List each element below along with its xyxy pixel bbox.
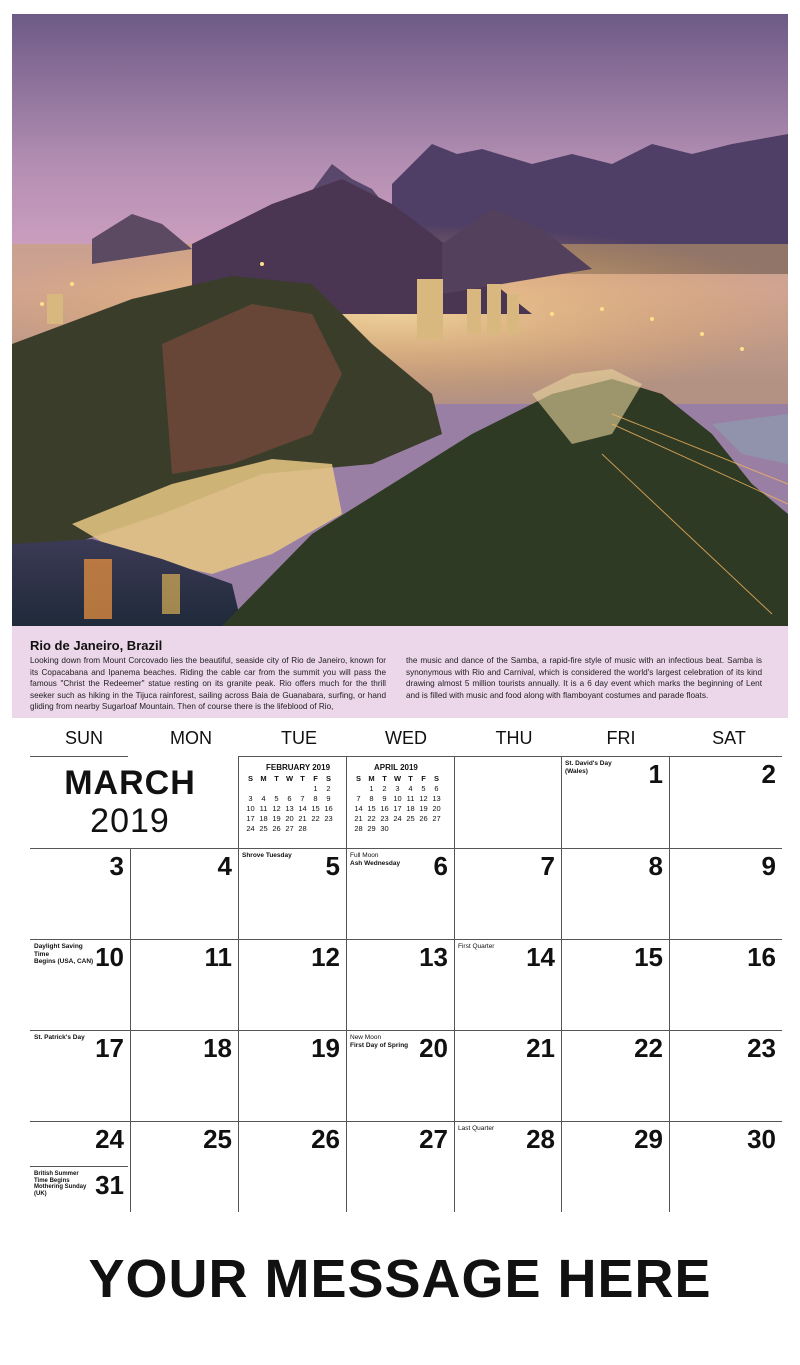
month-title: [30, 764, 230, 840]
mini-calendar-table: S M T W T F S 1 2 3 4 5 6 7 8 9 10 11 12 13 14 15 16 17 18 19 20 21 22 23 24 25 26 27 28 29 30: [354, 774, 441, 833]
photo-caption: [12, 626, 788, 718]
day-number: 27: [419, 1124, 448, 1154]
day-number: 11: [204, 942, 232, 972]
day-cell-26[interactable]: [238, 1121, 346, 1212]
caption-text-left: Looking down from Mount Corcovado lies the beautiful, seaside city of Rio de Janeiro, known for its Copacabana and Ipanema beaches. Riding the cable car from the summit you will pass the famous "Christ the Redeemer" statue resting on its granite peak. Rio offers much for the thrill seeker such as hiking in the Tijuca rainforest, sailing across Baia de Guanabara, surfing, or hand gliding from nearby Sugarloaf Mountain. Then of course there is the lifeblood of Rio,: [30, 656, 386, 712]
day-number: 29: [634, 1124, 663, 1154]
day-number: 9: [761, 851, 776, 881]
day-cell-29[interactable]: [561, 1121, 669, 1212]
day-cell-5[interactable]: [238, 848, 346, 939]
day-number: 13: [419, 942, 448, 972]
month-name: MARCH: [64, 764, 196, 802]
day-cell-31[interactable]: [30, 1167, 130, 1212]
day-number: 10: [95, 942, 124, 972]
month-year: 2019: [90, 802, 170, 840]
day-number: 7: [540, 851, 555, 881]
day-cell-3[interactable]: [30, 848, 130, 939]
day-number: 24: [95, 1124, 124, 1154]
day-number: 16: [747, 942, 776, 972]
day-cell-20[interactable]: [346, 1030, 454, 1121]
day-cell-6[interactable]: [346, 848, 454, 939]
day-cell-19[interactable]: [238, 1030, 346, 1121]
day-cell-27[interactable]: [346, 1121, 454, 1212]
day-number: 25: [203, 1124, 232, 1154]
day-cell-18[interactable]: [130, 1030, 238, 1121]
day-number: 23: [747, 1033, 776, 1063]
day-number: 3: [109, 851, 124, 881]
day-number: 4: [217, 851, 232, 881]
weekday-tue: TUE: [281, 728, 317, 748]
day-cell-9[interactable]: [669, 848, 782, 939]
day-note: Full Moon Ash Wednesday: [350, 852, 401, 867]
weekday-header-row: [30, 728, 782, 754]
day-number: 2: [761, 759, 776, 789]
day-cell-4[interactable]: [130, 848, 238, 939]
day-number: 19: [311, 1033, 340, 1063]
day-note: St. Patrick's Day: [34, 1034, 85, 1041]
day-cell-8[interactable]: [561, 848, 669, 939]
day-number: 8: [648, 851, 663, 881]
day-number: 26: [311, 1124, 340, 1154]
day-number: 6: [433, 851, 448, 881]
day-number: 22: [634, 1033, 663, 1063]
day-cell-14[interactable]: [454, 939, 561, 1030]
day-number: 30: [747, 1124, 776, 1154]
rio-night-photo: [12, 14, 788, 626]
mini-calendar-title: APRIL 2019: [374, 763, 418, 772]
day-number: 17: [95, 1033, 124, 1063]
advertiser-message: YOUR MESSAGE HERE: [88, 1249, 712, 1309]
day-number: 5: [325, 851, 340, 881]
day-cell-30[interactable]: [669, 1121, 782, 1212]
mini-calendar-title: FEBRUARY 2019: [266, 763, 331, 772]
day-number: 31: [95, 1170, 124, 1200]
city-landscape-image: [12, 14, 788, 626]
day-cell-25[interactable]: [130, 1121, 238, 1212]
day-note: St. David's Day (Wales): [565, 760, 612, 775]
mini-calendar-april: [352, 763, 443, 834]
day-note: New Moon First Day of Spring: [350, 1034, 409, 1049]
day-cell-21[interactable]: [454, 1030, 561, 1121]
day-note: British Summer Time Begins Mothering Sunday (UK): [34, 1171, 87, 1197]
day-number: 12: [311, 942, 340, 972]
day-cell-22[interactable]: [561, 1030, 669, 1121]
day-cell-1[interactable]: [561, 756, 669, 848]
mini-calendar-table: S M T W T F S 1 2 3 4 5 6 7 8 9 10 11 12 13 14 15 16 17 18 19 20 21 22 23 24 25 26 27 28: [246, 774, 333, 833]
weekday-fri: FRI: [606, 728, 636, 748]
day-cell-12[interactable]: [238, 939, 346, 1030]
day-cell-10[interactable]: [30, 939, 130, 1030]
day-cell-23[interactable]: [669, 1030, 782, 1121]
day-number: 28: [526, 1124, 555, 1154]
weekday-wed: WED: [385, 728, 427, 748]
day-number: 21: [526, 1033, 555, 1063]
day-cell-11[interactable]: [130, 939, 238, 1030]
day-cell-16[interactable]: [669, 939, 782, 1030]
weekday-sun: SUN: [64, 728, 103, 748]
weekday-thu: THU: [495, 728, 533, 748]
caption-title: Rio de Janeiro, Brazil: [30, 638, 163, 653]
weekday-mon: MON: [170, 728, 212, 748]
day-number: 1: [648, 759, 663, 789]
day-note: First Quarter: [458, 943, 495, 950]
day-note: Shrove Tuesday: [242, 852, 292, 859]
mini-calendar-february: [244, 763, 335, 834]
day-cell-13[interactable]: [346, 939, 454, 1030]
day-note: Daylight Saving Time Begins (USA, CAN): [34, 943, 94, 965]
weekday-sat: SAT: [712, 728, 746, 748]
day-number: 15: [634, 942, 663, 972]
day-cell-15[interactable]: [561, 939, 669, 1030]
day-cell-17[interactable]: [30, 1030, 130, 1121]
day-cell-7[interactable]: [454, 848, 561, 939]
caption-text-right: the music and dance of the Samba, a rapid-fire style of music with an infectious beat. Samba is synonymous with Rio and Carnival, which is considered the world's largest celebration of its kind drawing almost 5 million tourists annually. It is a 6 day event which marks the beginning of Lent and is filled with music and food along with flamboyant costumes and parade floats.: [406, 656, 762, 700]
day-number: 20: [419, 1033, 448, 1063]
day-cell-24[interactable]: [30, 1121, 130, 1166]
grid-line: [30, 756, 128, 757]
day-cell-2[interactable]: [669, 756, 782, 848]
day-number: 18: [203, 1033, 232, 1063]
day-number: 14: [526, 942, 555, 972]
day-note: Last Quarter: [458, 1125, 495, 1132]
day-cell-28[interactable]: [454, 1121, 561, 1212]
